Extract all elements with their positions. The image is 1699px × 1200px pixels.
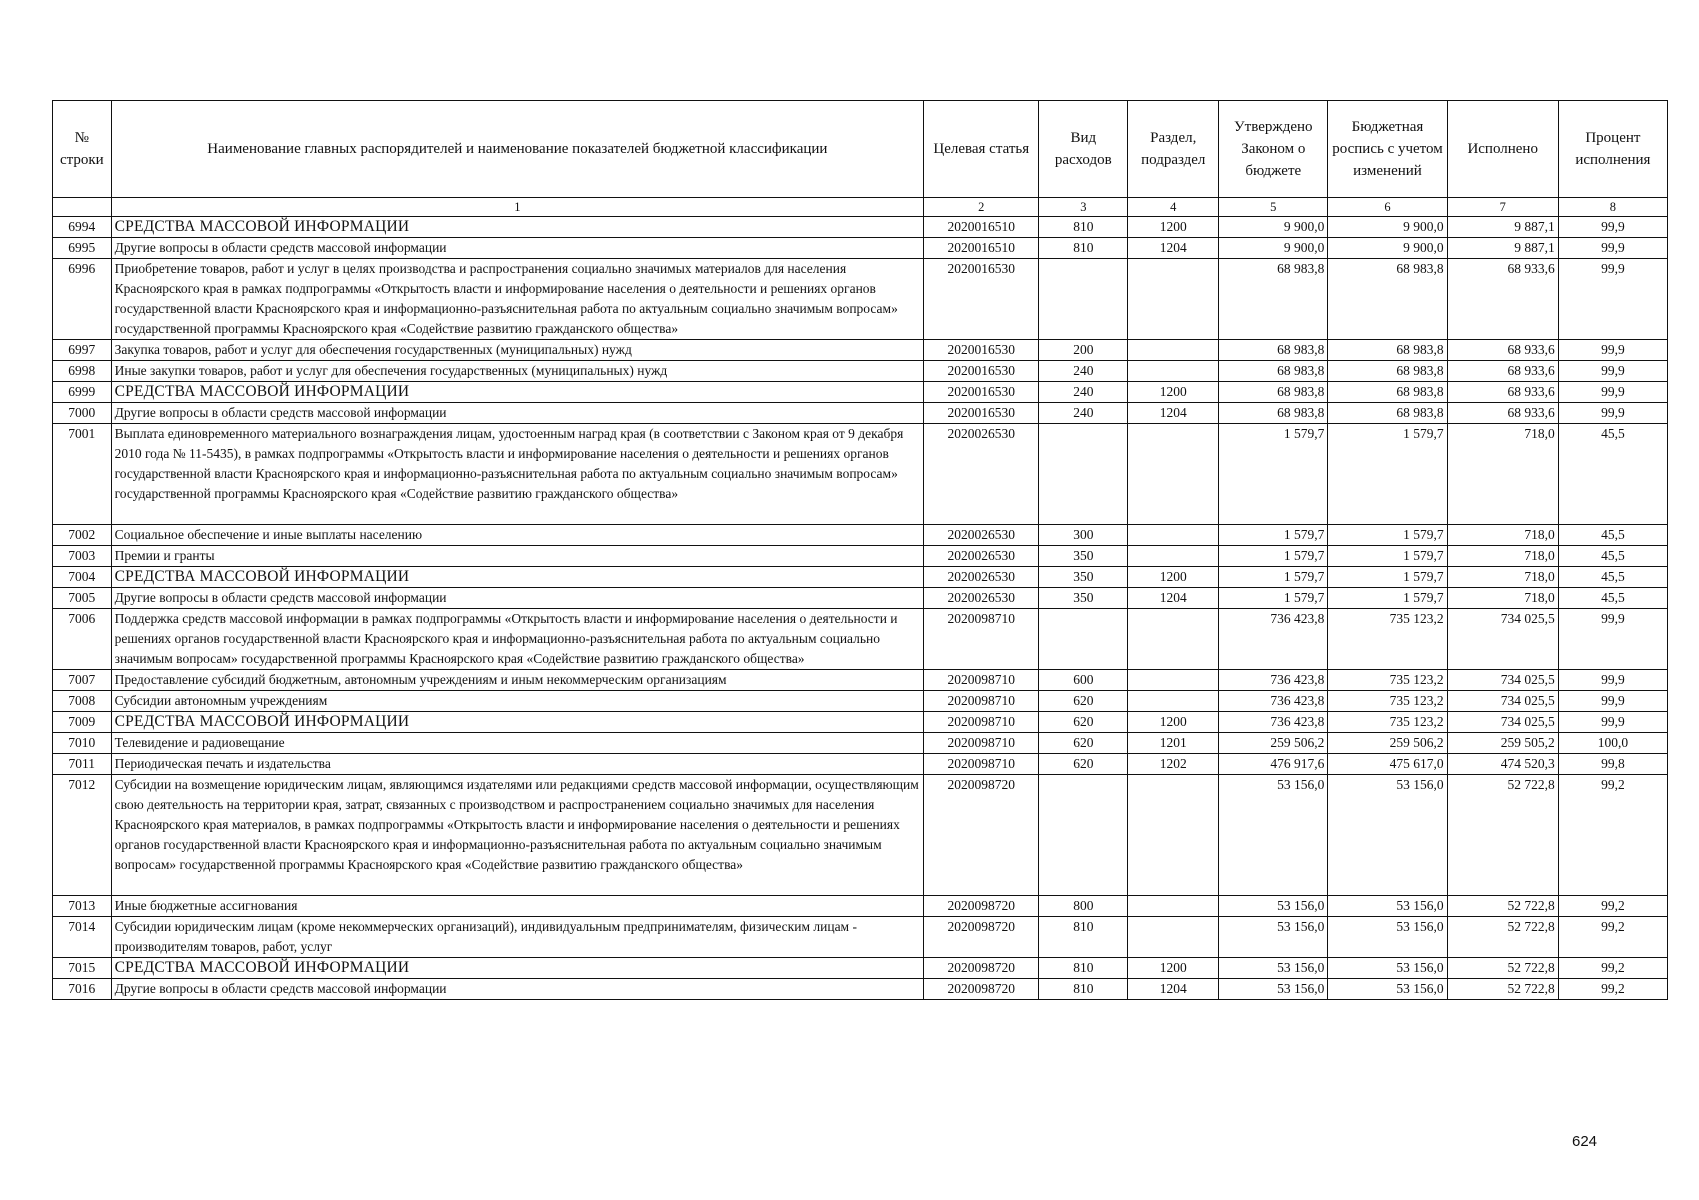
expense-type-cell: 620 [1039,733,1128,754]
budget-table-container [52,100,1668,1000]
header-budget-schedule: Бюджетная роспись с учетом изменений [1328,101,1447,198]
row-number-cell: 7013 [53,896,112,917]
budget-schedule-cell: 9 900,0 [1328,217,1447,238]
name-cell: Поддержка средств массовой информации в рамках подпрограммы «Открытость власти и информирование населения о деятельности и решениях органов государственной власти Красноярского края и информационно-разъяснительная работа по актуальным социально значимым вопросам» государственной программы Красноярского края «Содействие развитию гражданского общества» [111,609,924,670]
row-number-cell: 7014 [53,917,112,958]
approved-cell: 1 579,7 [1219,424,1328,525]
percent-cell: 99,2 [1558,958,1667,979]
name-cell: Телевидение и радиовещание [111,733,924,754]
name-cell: Социальное обеспечение и иные выплаты населению [111,525,924,546]
row-number-cell: 6997 [53,340,112,361]
budget-schedule-cell: 1 579,7 [1328,588,1447,609]
budget-schedule-cell: 1 579,7 [1328,525,1447,546]
column-number: 8 [1558,198,1667,217]
section-cell: 1201 [1128,733,1219,754]
executed-cell: 9 887,1 [1447,238,1558,259]
expense-type-cell: 810 [1039,958,1128,979]
name-cell: Периодическая печать и издательства [111,754,924,775]
name-cell: СРЕДСТВА МАССОВОЙ ИНФОРМАЦИИ [111,217,924,238]
approved-cell: 53 156,0 [1219,917,1328,958]
executed-cell: 734 025,5 [1447,670,1558,691]
name-cell: Иные закупки товаров, работ и услуг для обеспечения государственных (муниципальных) нужд [111,361,924,382]
executed-cell: 52 722,8 [1447,896,1558,917]
approved-cell: 53 156,0 [1219,896,1328,917]
table-row [53,217,1668,238]
budget-schedule-cell: 53 156,0 [1328,958,1447,979]
section-cell [1128,424,1219,525]
target-article-cell: 2020098710 [924,691,1039,712]
executed-cell: 68 933,6 [1447,340,1558,361]
section-cell: 1204 [1128,588,1219,609]
target-article-cell: 2020026530 [924,588,1039,609]
percent-cell: 100,0 [1558,733,1667,754]
target-article-cell: 2020098720 [924,979,1039,1000]
table-row [53,259,1668,340]
name-cell: СРЕДСТВА МАССОВОЙ ИНФОРМАЦИИ [111,567,924,588]
target-article-cell: 2020016530 [924,361,1039,382]
expense-type-cell: 350 [1039,546,1128,567]
page-number: 624 [1572,1133,1598,1150]
budget-schedule-cell: 68 983,8 [1328,340,1447,361]
row-number-cell: 7012 [53,775,112,896]
approved-cell: 68 983,8 [1219,340,1328,361]
target-article-cell: 2020016530 [924,259,1039,340]
header-row-number: № строки [53,101,112,198]
section-cell: 1200 [1128,712,1219,733]
column-number: 1 [111,198,924,217]
expense-type-cell: 350 [1039,588,1128,609]
section-cell [1128,259,1219,340]
target-article-cell: 2020098720 [924,775,1039,896]
table-row [53,775,1668,896]
budget-schedule-cell: 475 617,0 [1328,754,1447,775]
target-article-cell: 2020098710 [924,670,1039,691]
row-number-cell: 7016 [53,979,112,1000]
approved-cell: 9 900,0 [1219,217,1328,238]
percent-cell: 45,5 [1558,424,1667,525]
section-cell: 1204 [1128,238,1219,259]
column-number [53,198,112,217]
name-cell: Иные бюджетные ассигнования [111,896,924,917]
approved-cell: 1 579,7 [1219,525,1328,546]
approved-cell: 53 156,0 [1219,775,1328,896]
header-section: Раздел, подраздел [1128,101,1219,198]
column-number: 2 [924,198,1039,217]
percent-cell: 99,9 [1558,670,1667,691]
target-article-cell: 2020026530 [924,424,1039,525]
expense-type-cell: 600 [1039,670,1128,691]
table-row [53,609,1668,670]
expense-type-cell: 800 [1039,896,1128,917]
target-article-cell: 2020098710 [924,754,1039,775]
expense-type-cell: 240 [1039,382,1128,403]
table-row [53,896,1668,917]
executed-cell: 52 722,8 [1447,775,1558,896]
budget-schedule-cell: 68 983,8 [1328,382,1447,403]
table-row [53,567,1668,588]
target-article-cell: 2020098720 [924,896,1039,917]
expense-type-cell: 620 [1039,754,1128,775]
approved-cell: 1 579,7 [1219,546,1328,567]
executed-cell: 718,0 [1447,588,1558,609]
expense-type-cell: 810 [1039,917,1128,958]
name-cell: Субсидии юридическим лицам (кроме некоммерческих организаций), индивидуальным предпринимателям, физическим лицам - производителям товаров, работ, услуг [111,917,924,958]
approved-cell: 736 423,8 [1219,712,1328,733]
executed-cell: 734 025,5 [1447,712,1558,733]
target-article-cell: 2020098710 [924,609,1039,670]
percent-cell: 45,5 [1558,588,1667,609]
budget-schedule-cell: 53 156,0 [1328,775,1447,896]
table-row [53,958,1668,979]
target-article-cell: 2020016530 [924,403,1039,424]
name-cell: Другие вопросы в области средств массовой информации [111,238,924,259]
expense-type-cell: 810 [1039,979,1128,1000]
percent-cell: 99,9 [1558,712,1667,733]
budget-schedule-cell: 259 506,2 [1328,733,1447,754]
header-name: Наименование главных распорядителей и наименование показателей бюджетной классификации [111,101,924,198]
executed-cell: 259 505,2 [1447,733,1558,754]
column-number: 5 [1219,198,1328,217]
table-row [53,917,1668,958]
percent-cell: 99,9 [1558,259,1667,340]
percent-cell: 99,2 [1558,775,1667,896]
row-number-cell: 7009 [53,712,112,733]
header-target-article: Целевая статья [924,101,1039,198]
target-article-cell: 2020026530 [924,525,1039,546]
name-cell: Выплата единовременного материального вознаграждения лицам, удостоенным наград края (в соответствии с Законом края от 9 декабря 2010 года № 11-5435), в рамках подпрограммы «Открытость власти и информирование населения о деятельности и решениях органов государственной власти Красноярского края и информационно-разъяснительная работа по актуальным социально значимым вопросам» государственной программы Красноярского края «Содействие развитию гражданского общества» [111,424,924,525]
section-cell [1128,691,1219,712]
expense-type-cell [1039,259,1128,340]
percent-cell: 45,5 [1558,525,1667,546]
approved-cell: 1 579,7 [1219,588,1328,609]
table-row [53,588,1668,609]
expense-type-cell: 350 [1039,567,1128,588]
name-cell: Премии и гранты [111,546,924,567]
name-cell: Другие вопросы в области средств массовой информации [111,979,924,1000]
budget-schedule-cell: 68 983,8 [1328,259,1447,340]
column-number-row [53,198,1668,217]
row-number-cell: 7007 [53,670,112,691]
percent-cell: 99,9 [1558,403,1667,424]
section-cell: 1200 [1128,958,1219,979]
header-percent: Процент исполнения [1558,101,1667,198]
executed-cell: 68 933,6 [1447,403,1558,424]
budget-schedule-cell: 53 156,0 [1328,979,1447,1000]
name-cell: Другие вопросы в области средств массовой информации [111,403,924,424]
percent-cell: 99,2 [1558,917,1667,958]
name-cell: Субсидии на возмещение юридическим лицам, являющимся издателями или редакциями средств массовой информации, осуществляющим свою деятельность на территории края, затрат, связанных с производством и распространением социально значимых для населения Красноярского края материалов, в рамках подпрограммы «Открытость власти и информирование населения о деятельности и решениях органов государственной власти Красноярского края и информационно-разъяснительная работа по актуальным социально значимым вопросам» государственной программы Красноярского края «Содействие развитию гражданского общества» [111,775,924,896]
section-cell: 1200 [1128,567,1219,588]
target-article-cell: 2020098720 [924,958,1039,979]
approved-cell: 68 983,8 [1219,382,1328,403]
row-number-cell: 7005 [53,588,112,609]
executed-cell: 52 722,8 [1447,958,1558,979]
row-number-cell: 7004 [53,567,112,588]
percent-cell: 45,5 [1558,546,1667,567]
row-number-cell: 7002 [53,525,112,546]
budget-schedule-cell: 735 123,2 [1328,691,1447,712]
table-row [53,670,1668,691]
row-number-cell: 6999 [53,382,112,403]
target-article-cell: 2020098720 [924,917,1039,958]
section-cell [1128,361,1219,382]
row-number-cell: 7010 [53,733,112,754]
table-row [53,382,1668,403]
budget-schedule-cell: 735 123,2 [1328,609,1447,670]
executed-cell: 718,0 [1447,546,1558,567]
executed-cell: 734 025,5 [1447,691,1558,712]
approved-cell: 9 900,0 [1219,238,1328,259]
name-cell: СРЕДСТВА МАССОВОЙ ИНФОРМАЦИИ [111,712,924,733]
percent-cell: 45,5 [1558,567,1667,588]
table-row [53,238,1668,259]
row-number-cell: 7008 [53,691,112,712]
approved-cell: 68 983,8 [1219,259,1328,340]
table-row [53,691,1668,712]
column-number: 7 [1447,198,1558,217]
executed-cell: 52 722,8 [1447,917,1558,958]
target-article-cell: 2020098710 [924,712,1039,733]
row-number-cell: 6995 [53,238,112,259]
expense-type-cell: 240 [1039,361,1128,382]
approved-cell: 53 156,0 [1219,958,1328,979]
section-cell: 1202 [1128,754,1219,775]
section-cell [1128,896,1219,917]
budget-schedule-cell: 68 983,8 [1328,361,1447,382]
target-article-cell: 2020016510 [924,217,1039,238]
approved-cell: 68 983,8 [1219,403,1328,424]
percent-cell: 99,9 [1558,340,1667,361]
table-row [53,361,1668,382]
approved-cell: 1 579,7 [1219,567,1328,588]
budget-schedule-cell: 1 579,7 [1328,546,1447,567]
target-article-cell: 2020016510 [924,238,1039,259]
executed-cell: 9 887,1 [1447,217,1558,238]
budget-schedule-cell: 68 983,8 [1328,403,1447,424]
table-row [53,340,1668,361]
header-executed: Исполнено [1447,101,1558,198]
percent-cell: 99,9 [1558,238,1667,259]
expense-type-cell [1039,609,1128,670]
row-number-cell: 6998 [53,361,112,382]
budget-schedule-cell: 9 900,0 [1328,238,1447,259]
section-cell: 1200 [1128,217,1219,238]
name-cell: Другие вопросы в области средств массовой информации [111,588,924,609]
section-cell [1128,340,1219,361]
header-approved: Утверждено Законом о бюджете [1219,101,1328,198]
budget-schedule-cell: 735 123,2 [1328,670,1447,691]
expense-type-cell: 300 [1039,525,1128,546]
budget-schedule-cell: 1 579,7 [1328,424,1447,525]
budget-schedule-cell: 53 156,0 [1328,896,1447,917]
target-article-cell: 2020098710 [924,733,1039,754]
header-expense-type: Вид расходов [1039,101,1128,198]
executed-cell: 68 933,6 [1447,259,1558,340]
approved-cell: 476 917,6 [1219,754,1328,775]
table-row [53,754,1668,775]
header-row [53,101,1668,198]
table-body [53,217,1668,1000]
row-number-cell: 7001 [53,424,112,525]
table-row [53,546,1668,567]
expense-type-cell [1039,424,1128,525]
executed-cell: 718,0 [1447,567,1558,588]
percent-cell: 99,2 [1558,896,1667,917]
approved-cell: 259 506,2 [1219,733,1328,754]
expense-type-cell: 810 [1039,238,1128,259]
target-article-cell: 2020026530 [924,546,1039,567]
section-cell: 1204 [1128,403,1219,424]
expense-type-cell: 620 [1039,691,1128,712]
budget-schedule-cell: 735 123,2 [1328,712,1447,733]
approved-cell: 68 983,8 [1219,361,1328,382]
section-cell: 1204 [1128,979,1219,1000]
row-number-cell: 7000 [53,403,112,424]
percent-cell: 99,2 [1558,979,1667,1000]
table-row [53,525,1668,546]
name-cell: Предоставление субсидий бюджетным, автономным учреждениям и иным некоммерческим организациям [111,670,924,691]
expense-type-cell: 240 [1039,403,1128,424]
target-article-cell: 2020016530 [924,382,1039,403]
row-number-cell: 7015 [53,958,112,979]
executed-cell: 52 722,8 [1447,979,1558,1000]
section-cell [1128,670,1219,691]
section-cell [1128,546,1219,567]
row-number-cell: 6996 [53,259,112,340]
approved-cell: 736 423,8 [1219,609,1328,670]
executed-cell: 68 933,6 [1447,382,1558,403]
table-row [53,424,1668,525]
executed-cell: 734 025,5 [1447,609,1558,670]
approved-cell: 53 156,0 [1219,979,1328,1000]
approved-cell: 736 423,8 [1219,691,1328,712]
target-article-cell: 2020026530 [924,567,1039,588]
name-cell: СРЕДСТВА МАССОВОЙ ИНФОРМАЦИИ [111,382,924,403]
percent-cell: 99,9 [1558,217,1667,238]
table-row [53,712,1668,733]
row-number-cell: 6994 [53,217,112,238]
row-number-cell: 7003 [53,546,112,567]
percent-cell: 99,9 [1558,691,1667,712]
table-row [53,979,1668,1000]
name-cell: Закупка товаров, работ и услуг для обеспечения государственных (муниципальных) нужд [111,340,924,361]
executed-cell: 718,0 [1447,424,1558,525]
approved-cell: 736 423,8 [1219,670,1328,691]
percent-cell: 99,8 [1558,754,1667,775]
executed-cell: 718,0 [1447,525,1558,546]
name-cell: Субсидии автономным учреждениям [111,691,924,712]
expense-type-cell: 810 [1039,217,1128,238]
section-cell [1128,775,1219,896]
section-cell: 1200 [1128,382,1219,403]
row-number-cell: 7006 [53,609,112,670]
name-cell: СРЕДСТВА МАССОВОЙ ИНФОРМАЦИИ [111,958,924,979]
column-number: 3 [1039,198,1128,217]
section-cell [1128,525,1219,546]
section-cell [1128,917,1219,958]
target-article-cell: 2020016530 [924,340,1039,361]
expense-type-cell [1039,775,1128,896]
executed-cell: 474 520,3 [1447,754,1558,775]
table-row [53,733,1668,754]
percent-cell: 99,9 [1558,609,1667,670]
budget-table [52,100,1668,1000]
section-cell [1128,609,1219,670]
expense-type-cell: 620 [1039,712,1128,733]
percent-cell: 99,9 [1558,361,1667,382]
expense-type-cell: 200 [1039,340,1128,361]
column-number: 6 [1328,198,1447,217]
percent-cell: 99,9 [1558,382,1667,403]
executed-cell: 68 933,6 [1447,361,1558,382]
budget-schedule-cell: 1 579,7 [1328,567,1447,588]
column-number: 4 [1128,198,1219,217]
budget-schedule-cell: 53 156,0 [1328,917,1447,958]
row-number-cell: 7011 [53,754,112,775]
name-cell: Приобретение товаров, работ и услуг в целях производства и распространения социально значимых материалов для населения Красноярского края в рамках подпрограммы «Открытость власти и информирование населения о деятельности и решениях органов государственной власти Красноярского края и информационно-разъяснительная работа по актуальным социально значимым вопросам» государственной программы Красноярского края «Содействие развитию гражданского общества» [111,259,924,340]
table-row [53,403,1668,424]
